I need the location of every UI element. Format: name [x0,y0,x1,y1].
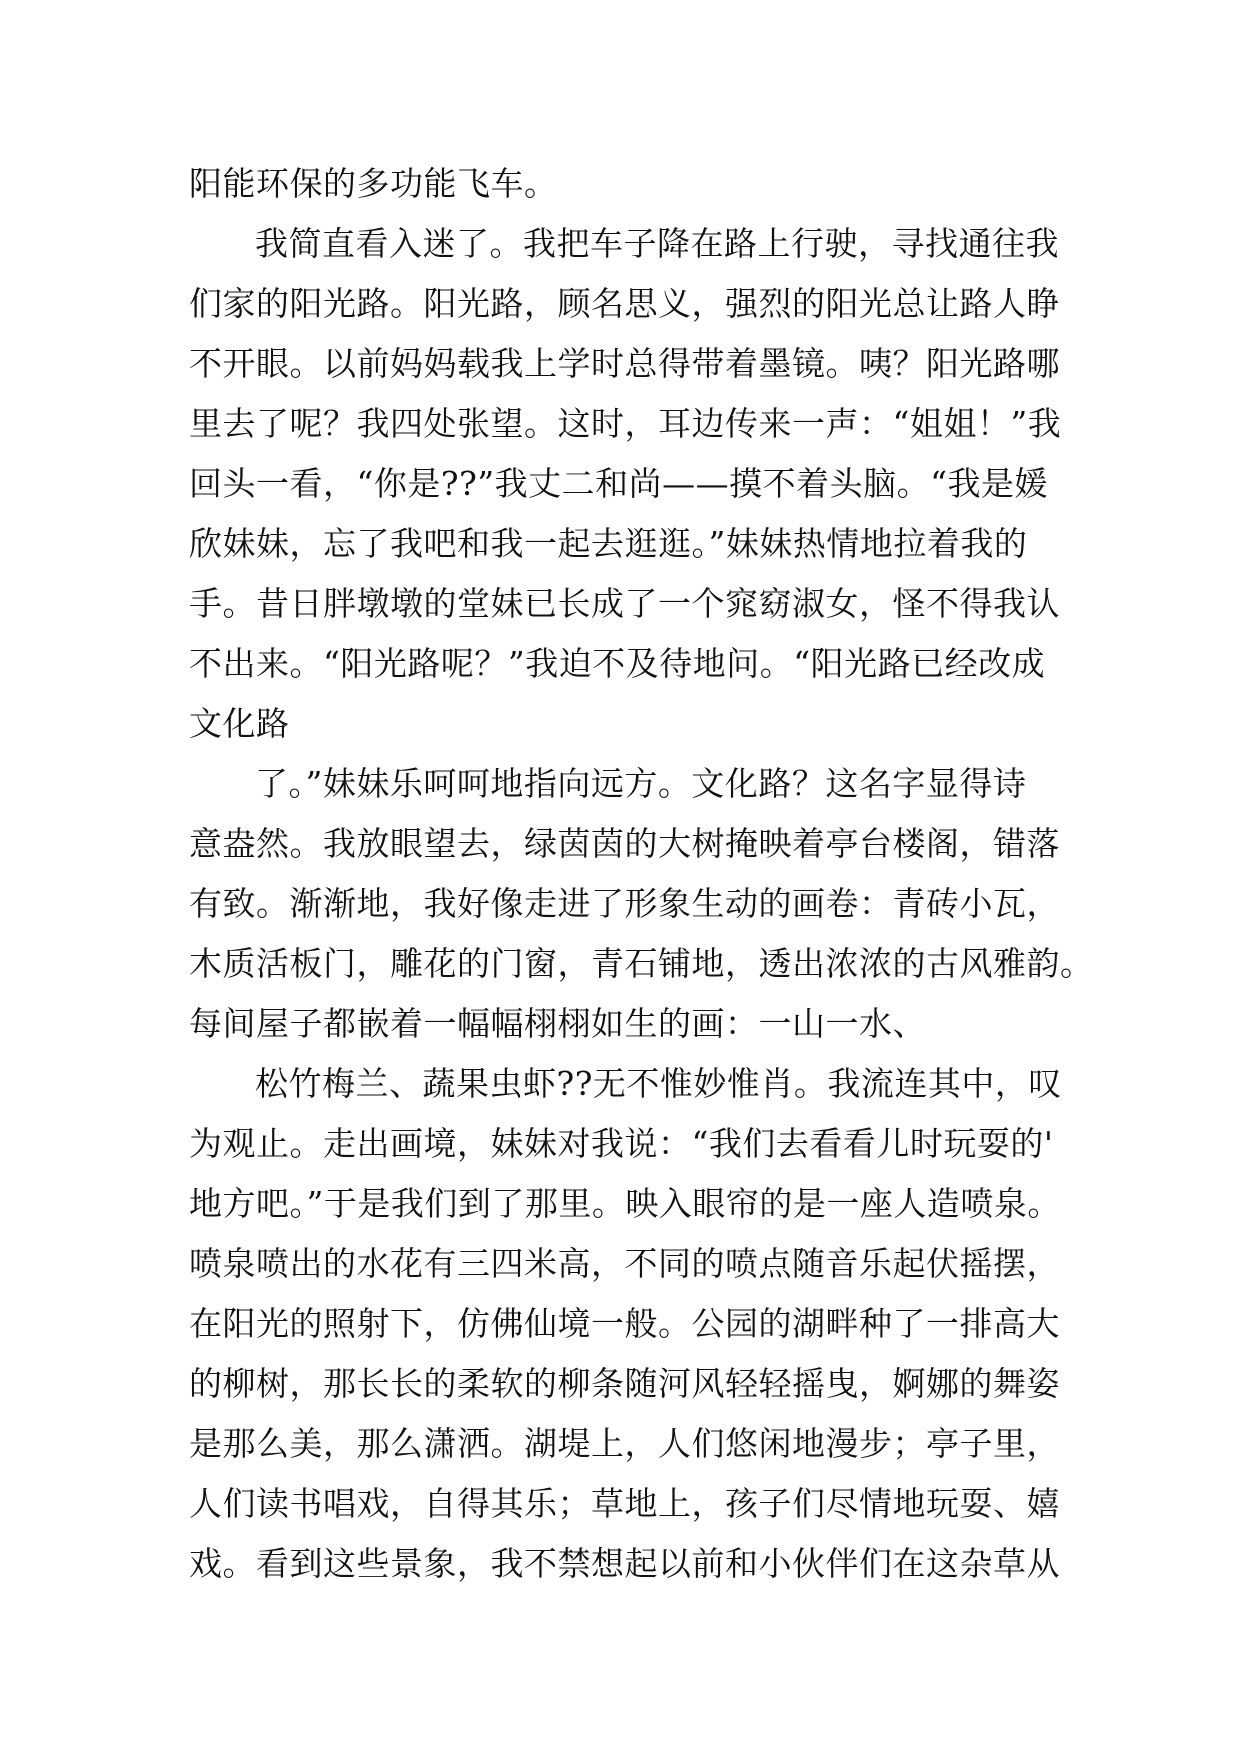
text-line: 不出来。“阳光路呢？”我迫不及待地问。“阳光路已经改成 [189,644,1046,683]
text-line: 阳能环保的多功能飞车。 [189,164,558,203]
text-line: 回头一看，“你是??”我丈二和尚——摸不着头脑。“我是媛 [189,464,1048,503]
text-line: 人们读书唱戏，自得其乐；草地上，孩子们尽情地玩耍、嬉 [189,1484,1060,1523]
text-line: 每间屋子都嵌着一幅幅栩栩如生的画：一山一水、 [189,1004,926,1043]
text-line: 为观止。走出画境，妹妹对我说：“我们去看看儿时玩耍的' [189,1124,1054,1163]
text-line: 我简直看入迷了。我把车子降在路上行驶，寻找通往我 [255,224,1059,263]
text-line: 喷泉喷出的水花有三四米高，不同的喷点随音乐起伏摇摆， [189,1244,1060,1283]
text-line: 文化路 [189,704,290,743]
text-line: 地方吧。”于是我们到了那里。映入眼帘的是一座人造喷泉。 [189,1184,1061,1223]
text-line: 手。昔日胖墩墩的堂妹已长成了一个窕窈淑女，怪不得我认 [189,584,1060,623]
text-line: 意盎然。我放眼望去，绿茵茵的大树掩映着亭台楼阁，错落 [189,824,1060,863]
text-line: 在阳光的照射下，仿佛仙境一般。公园的湖畔种了一排高大 [189,1304,1060,1343]
text-line: 里去了呢？我四处张望。这时，耳边传来一声：“姐姐！”我 [189,404,1062,443]
text-line: 有致。渐渐地，我好像走进了形象生动的画卷：青砖小瓦， [189,884,1060,923]
text-line: 了。”妹妹乐呵呵地指向远方。文化路？这名字显得诗 [255,764,1027,803]
text-line: 松竹梅兰、蔬果虫虾??无不惟妙惟肖。我流连其中，叹 [255,1064,1062,1103]
text-line: 木质活板门，雕花的门窗，青石铺地，透出浓浓的古风雅韵。 [189,944,1094,983]
text-line: 不开眼。以前妈妈载我上学时总得带着墨镜。咦？阳光路哪 [189,344,1060,383]
essay-text [189,154,1094,1594]
text-line: 欣妹妹，忘了我吧和我一起去逛逛。”妹妹热情地拉着我的 [189,524,1028,563]
text-line: 戏。看到这些景象，我不禁想起以前和小伙伴们在这杂草从 [189,1544,1060,1583]
text-line: 是那么美，那么潇洒。湖堤上，人们悠闲地漫步；亭子里， [189,1424,1060,1463]
text-line: 们家的阳光路。阳光路，顾名思义，强烈的阳光总让路人睁 [189,284,1060,323]
text-line: 的柳树，那长长的柔软的柳条随河风轻轻摇曳，婀娜的舞姿 [189,1364,1060,1403]
